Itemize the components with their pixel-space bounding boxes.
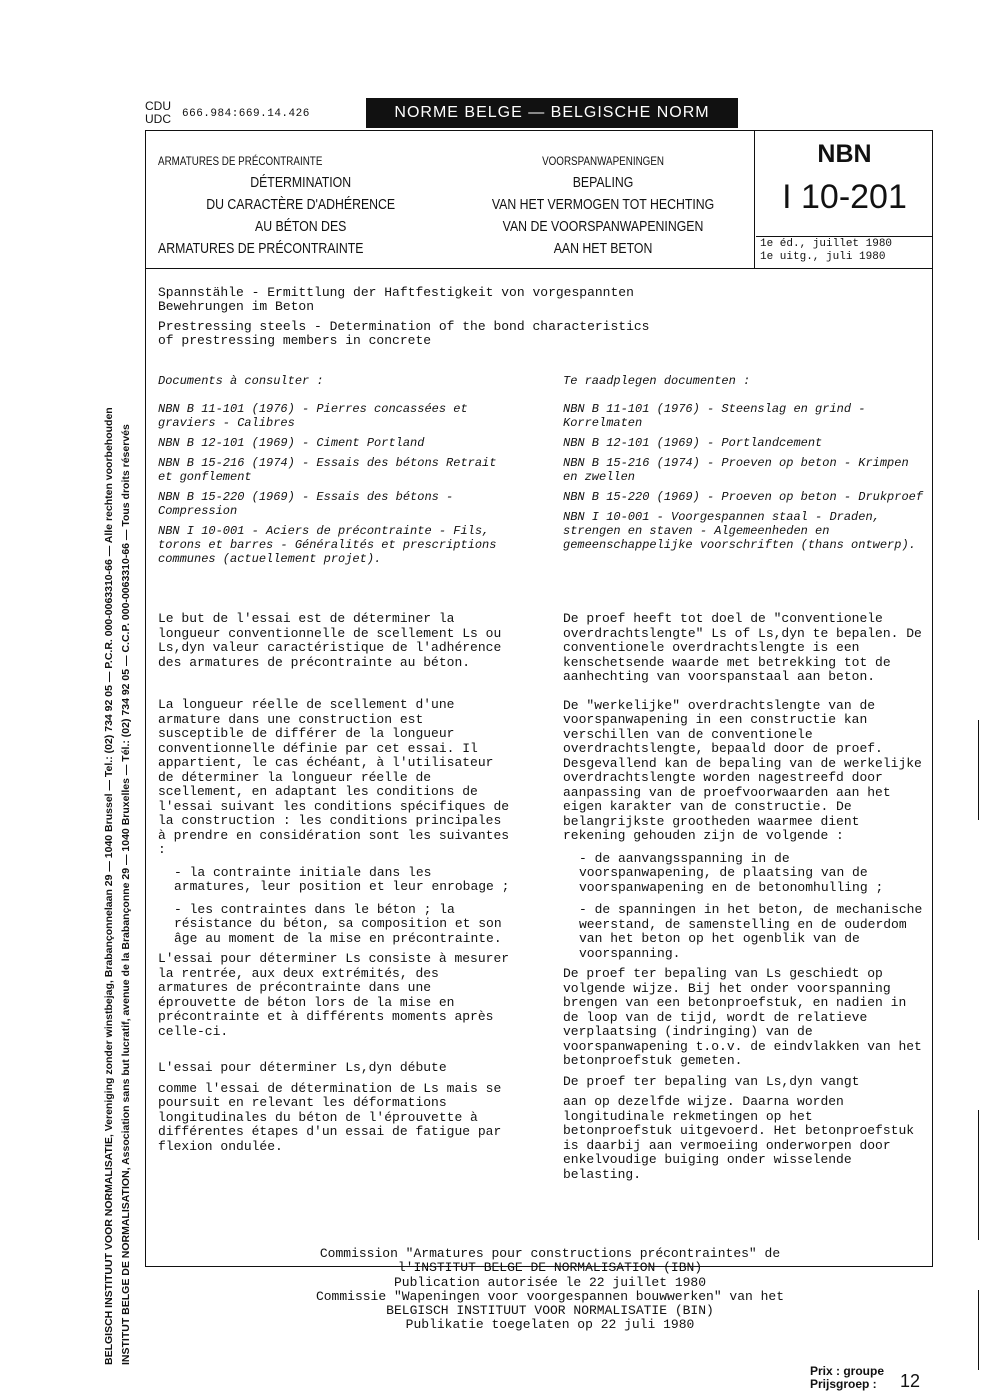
- price-label-nl: Prijsgroep :: [810, 1377, 877, 1391]
- price-label: [810, 1365, 884, 1391]
- nbn-label: NBN: [817, 140, 872, 168]
- title-fr: [158, 150, 443, 260]
- reference-item: NBN B 15-216 (1974) - Essais des bétons Retrait et gonflement: [158, 456, 497, 484]
- body-fr-p3: L'essai pour déterminer Ls consiste à mesurer la rentrée, aux deux extrémités, des armatures de précontrainte dans une éprouvette de béton lors de la mise en précontrainte et à différents moments après celle-ci.: [158, 951, 510, 1039]
- footer-commission: [250, 1247, 850, 1333]
- reference-item: NBN B 15-220 (1969) - Proeven op beton - Drukproef: [563, 490, 924, 504]
- body-nl-p4a: De proef ter bepaling van Ls,dyn vangt: [563, 1073, 860, 1089]
- edition-nl: 1e uitg., juli 1980: [760, 251, 886, 263]
- footer-line: Commissie "Wapeningen voor voorgespannen bouwwerken" van het: [315, 1288, 785, 1304]
- footer-line: Commission "Armatures pour constructions précontraintes" de: [319, 1246, 781, 1261]
- title-nl-line: BEPALING: [572, 174, 634, 191]
- subtitle-de-1: Spannstähle - Ermittlung der Haftfestigkeit von vorgespannten: [158, 285, 634, 300]
- price-group: 12: [900, 1371, 921, 1391]
- margin-change-bar: [978, 1110, 979, 1240]
- norm-banner: NORME BELGE — BELGISCHE NORM: [366, 98, 738, 128]
- references-nl-heading: Te raadplegen documenten :: [563, 374, 751, 388]
- body-fr-bullet-2: - les contraintes dans le béton ; la résistance du béton, sa composition et son âge au moment de la mise en précontrainte.: [174, 901, 502, 946]
- footer-line: Publikatie toegelaten op 22 juli 1980: [405, 1317, 695, 1333]
- reference-item: NBN B 12-101 (1969) - Portlandcement: [563, 436, 823, 450]
- title-nl-heading: VOORSPANWAPENINGEN: [542, 154, 665, 168]
- reference-item: NBN I 10-001 - Voorgespannen staal - Draden, strengen en staven - Algemeenheden en gemeenschappelijke voorschriften (thans ontwerp).: [563, 510, 916, 552]
- body-nl: [563, 612, 925, 1182]
- side-copyright-fr: INSTITUT BELGE DE NORMALISATION, Association sans but lucratif, avenue de la Brabançonne 29 — 1040 Bruxelles — Tél.: (02) 734 92 05 — C.C.P. 000-0063310-66 — Tous droits réservés: [120, 424, 132, 1365]
- margin-change-bar: [978, 720, 979, 820]
- price-label-fr: Prix : groupe: [810, 1364, 885, 1378]
- body-nl-p1: De proef heeft tot doel de "conventionele overdrachtslengte" Ls of Ls,dyn te bepalen. De conventionele overdrachtslengte is een kenschetsende waarde met betrekking tot de aanhechting van voorspanstaal aan beton.: [563, 611, 922, 684]
- title-fr-heading: ARMATURES DE PRÉCONTRAINTE: [158, 154, 323, 168]
- title-fr-line: ARMATURES DE PRÉCONTRAINTE: [158, 240, 364, 257]
- reference-item: NBN B 12-101 (1969) - Ciment Portland: [158, 436, 425, 450]
- body-fr-p4b: comme l'essai de détermination de Ls mais se poursuit en relevant les déformations longitudinales du béton de l'éprouvette à différentes étapes d'un essai de fatigue par flexion ondulée.: [158, 1080, 502, 1154]
- body-fr-bullet-1: - la contrainte initiale dans les armatures, leur position et leur enrobage ;: [174, 864, 510, 894]
- body-nl-p2: De "werkelijke" overdrachtslengte van de voorspanwapening in een constructie kan verschillen van de conventionele overdrachtslengte, bepaald door de proef. Desgevallend kan de bepaling van de werkelijke overdrachtslengte worden nagestreefd door aanpassing van de proefvoorwaarden aan het eigen karakter van de constructie. De belangrijkste grootheden waarmee dient rekening gehouden zijn de volgende :: [563, 697, 922, 843]
- edition-info: [760, 238, 892, 264]
- subtitle-en-2: of prestressing members in concrete: [158, 333, 432, 348]
- subtitles: [158, 286, 649, 348]
- norm-code: I 10-201: [782, 178, 907, 216]
- body-nl-bullet-1: - de aanvangsspanning in de voorspanwapening, de plaatsing van de voorspanwapening en de betonomhulling ;: [579, 850, 884, 895]
- references-fr-heading: Documents à consulter :: [158, 374, 324, 388]
- margin-change-bar: [978, 1290, 979, 1370]
- references-nl: [563, 374, 925, 552]
- side-copyright-nl: BELGISCH INSTITUUT VOOR NORMALISATIE, Vereniging zonder winstbejag, Brabançonnelaan 29 — 1040 Brussel — Tel.: (02) 734 92 05 — P.C.R. 000-0063310-66 — Alle rechten voorbehouden: [103, 407, 115, 1365]
- edition-fr: 1e éd., juillet 1980: [760, 238, 893, 250]
- reference-item: NBN B 15-220 (1969) - Essais des bétons - Compression: [158, 490, 454, 518]
- cdu-label: [145, 100, 171, 126]
- body-nl-p3: De proef ter bepaling van Ls geschiedt op volgende wijze. Bij het onder voorspanning brengen van een betonproefstuk, en nadien in de loop van de tijd, wordt de relatieve verplaatsing (indringing) van de voorspanwapening t.o.v. de eindvlakken van het betonproefstuk gemeten.: [563, 966, 922, 1068]
- norm-box-divider: [754, 130, 755, 268]
- footer-line: Publication autorisée le 22 juillet 1980: [393, 1274, 707, 1290]
- footer-line: l'INSTITUT BELGE DE NORMALISATION (IBN): [397, 1260, 703, 1276]
- udc-text: UDC: [145, 112, 171, 126]
- title-fr-line: DU CARACTÈRE D'ADHÉRENCE: [206, 196, 396, 213]
- title-nl-line: AAN HET BETON: [553, 240, 653, 257]
- subtitle-en-1: Prestressing steels - Determination of the bond characteristics: [158, 319, 650, 334]
- reference-item: NBN I 10-001 - Aciers de précontrainte - Fils, torons et barres - Généralités et prescriptions communes (actuellement projet).: [158, 524, 497, 566]
- body-fr-p1: Le but de l'essai est de déterminer la longueur conventionnelle de scellement Ls ou Ls,dyn valeur caractéristique de l'adhérence des armatures de précontrainte au béton.: [158, 611, 502, 670]
- footer-line: BELGISCH INSTITUUT VOOR NORMALISATIE (BIN): [386, 1303, 714, 1319]
- subtitle-de-2: Bewehrungen im Beton: [158, 299, 315, 314]
- udc-number: 666.984:669.14.426: [182, 108, 310, 120]
- title-fr-line: AU BÉTON DES: [254, 218, 347, 235]
- reference-item: NBN B 11-101 (1976) - Steenslag en grind - Korrelmaten: [563, 402, 866, 430]
- title-nl-line: VAN DE VOORSPANWAPENINGEN: [502, 218, 704, 235]
- body-nl-p4b: aan op dezelfde wijze. Daarna worden longitudinale rekmetingen op het betonproefstuk uitgevoerd. Het betonproefstuk is daarbij aan vermoeiing onderworpen door enkelvoudige buiging onder wisselende belasting.: [563, 1094, 915, 1182]
- title-fr-line: DÉTERMINATION: [250, 174, 352, 191]
- body-fr-p2: La longueur réelle de scellement d'une armature dans une construction est susceptible de différer de la longueur conventionnelle définie par cet essai. Il appartient, le cas échéant, à l'utilisateur de déterminer la longueur réelle de scellement, en adaptant les conditions de l'essai suivant les conditions spécifiques de la construction : les conditions principales à prendre en considération sont les suivantes :: [158, 697, 510, 857]
- title-nl-line: VAN HET VERMOGEN TOT HECHTING: [491, 196, 715, 213]
- body-fr-p4a: L'essai pour déterminer Ls,dyn débute: [158, 1060, 447, 1075]
- cdu-text: CDU: [145, 99, 171, 113]
- edition-divider: [756, 236, 933, 237]
- body-nl-bullet-2: - de spanningen in het beton, de mechanische weerstand, de samenstelling en de ouderdom van het beton op het ogenblik van de voorspanning.: [579, 902, 923, 961]
- reference-item: NBN B 11-101 (1976) - Pierres concassées et graviers - Calibres: [158, 402, 468, 430]
- reference-item: NBN B 15-216 (1974) - Proeven op beton - Krimpen en zwellen: [563, 456, 909, 484]
- references-fr: [158, 374, 516, 566]
- body-fr: [158, 612, 516, 1154]
- title-nl: [462, 150, 744, 260]
- title-divider: [145, 268, 933, 269]
